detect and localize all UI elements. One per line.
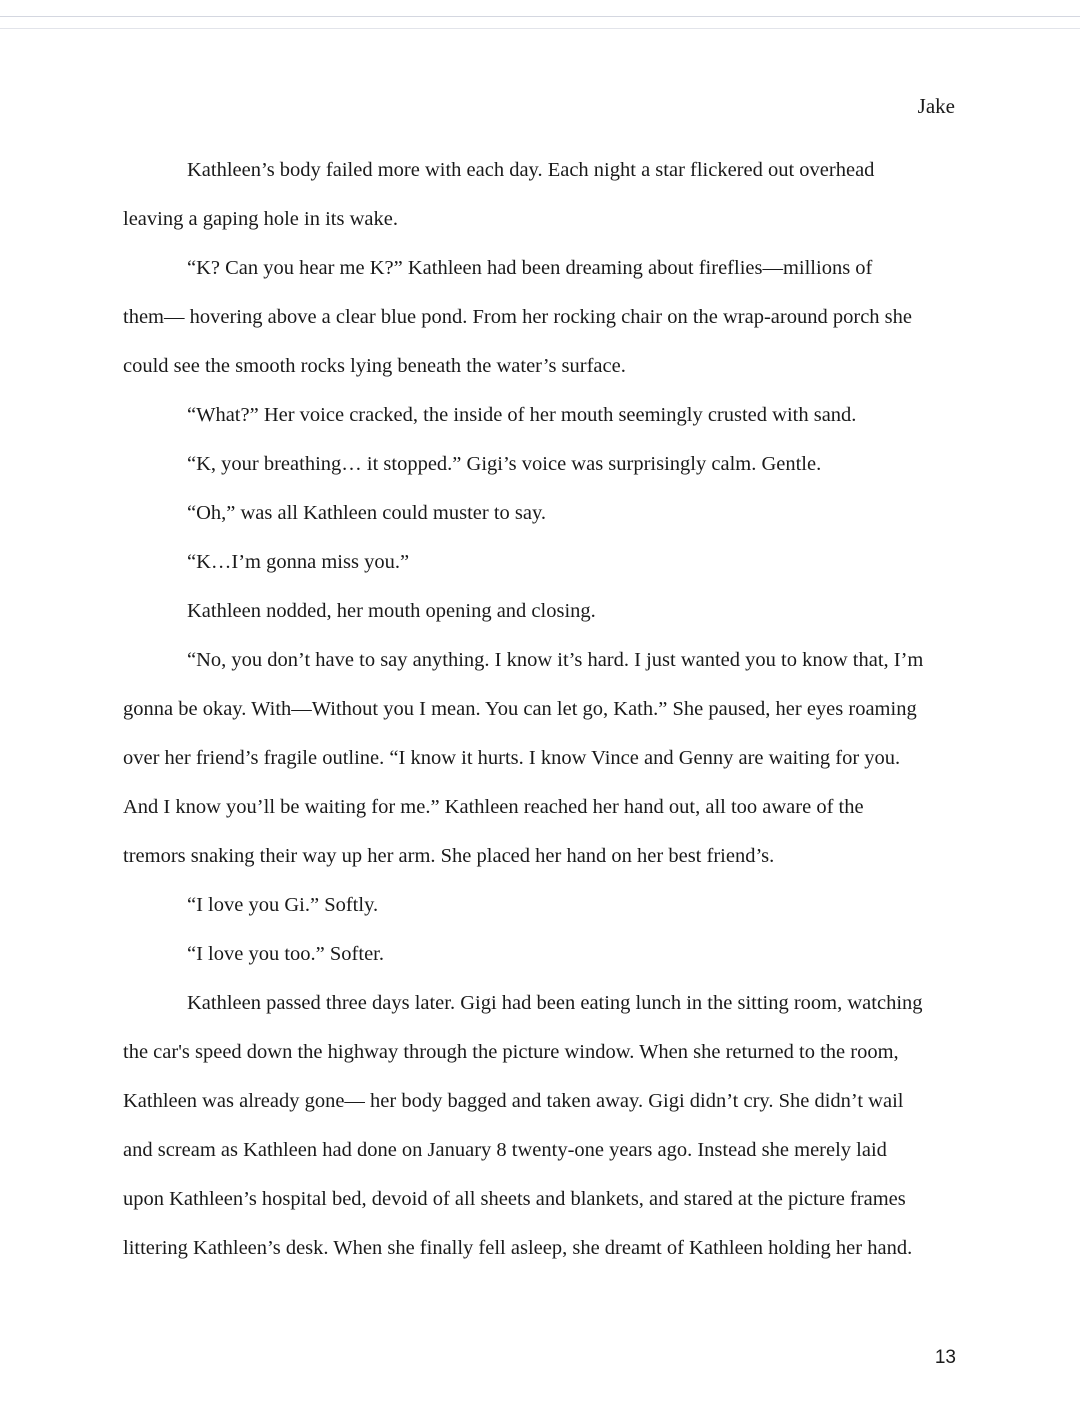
text-line: Kathleen’s body failed more with each day. Each night a star flickered out overhead	[187, 159, 875, 181]
text-line: gonna be okay. With—Without you I mean. You can let go, Kath.” She paused, her eyes roaming	[123, 698, 917, 720]
text-line: “K, your breathing… it stopped.” Gigi’s voice was surprisingly calm. Gentle.	[187, 453, 822, 475]
text-line: the car's speed down the highway through the picture window. When she returned to the room,	[123, 1041, 899, 1063]
manuscript-body	[123, 146, 963, 1273]
text-line: “What?” Her voice cracked, the inside of her mouth seemingly crusted with sand.	[187, 404, 857, 426]
text-line: Kathleen nodded, her mouth opening and closing.	[187, 600, 596, 622]
text-line: Kathleen was already gone— her body bagged and taken away. Gigi didn’t cry. She didn’t wail	[123, 1090, 904, 1112]
text-line: leaving a gaping hole in its wake.	[123, 208, 398, 230]
text-line: “K…I’m gonna miss you.”	[187, 551, 410, 573]
paragraph	[123, 489, 963, 538]
text-line: “Oh,” was all Kathleen could muster to say.	[187, 502, 547, 524]
text-line: And I know you’ll be waiting for me.” Kathleen reached her hand out, all too aware of the	[123, 796, 864, 818]
text-line: tremors snaking their way up her arm. She placed her hand on her best friend’s.	[123, 845, 775, 867]
running-header-author: Jake	[917, 94, 955, 118]
top-border-line-secondary	[0, 28, 1080, 29]
text-line: “I love you too.” Softer.	[187, 943, 384, 965]
paragraph	[123, 244, 963, 391]
paragraph	[123, 636, 963, 881]
top-border-line	[0, 16, 1080, 17]
text-line: could see the smooth rocks lying beneath the water’s surface.	[123, 355, 626, 377]
paragraph	[123, 587, 963, 636]
text-line: them— hovering above a clear blue pond. From her rocking chair on the wrap-around porch she	[123, 306, 912, 328]
text-line: littering Kathleen’s desk. When she finally fell asleep, she dreamt of Kathleen holding her hand.	[123, 1237, 913, 1259]
text-line: Kathleen passed three days later. Gigi had been eating lunch in the sitting room, watching	[187, 992, 923, 1014]
text-line: and scream as Kathleen had done on January 8 twenty-one years ago. Instead she merely laid	[123, 1139, 887, 1161]
paragraph	[123, 881, 963, 930]
paragraph	[123, 538, 963, 587]
paragraph	[123, 146, 963, 244]
paragraph	[123, 440, 963, 489]
paragraph	[123, 391, 963, 440]
text-line: “I love you Gi.” Softly.	[187, 894, 379, 916]
paragraph	[123, 930, 963, 979]
text-line: “No, you don’t have to say anything. I know it’s hard. I just wanted you to know that, I’m	[187, 649, 924, 671]
page-number: 13	[934, 1347, 956, 1368]
paragraph	[123, 979, 963, 1273]
text-line: upon Kathleen’s hospital bed, devoid of all sheets and blankets, and stared at the picture frames	[123, 1188, 906, 1210]
text-line: over her friend’s fragile outline. “I know it hurts. I know Vince and Genny are waiting for you.	[123, 747, 901, 769]
text-line: “K? Can you hear me K?” Kathleen had been dreaming about fireflies—millions of	[187, 257, 873, 279]
